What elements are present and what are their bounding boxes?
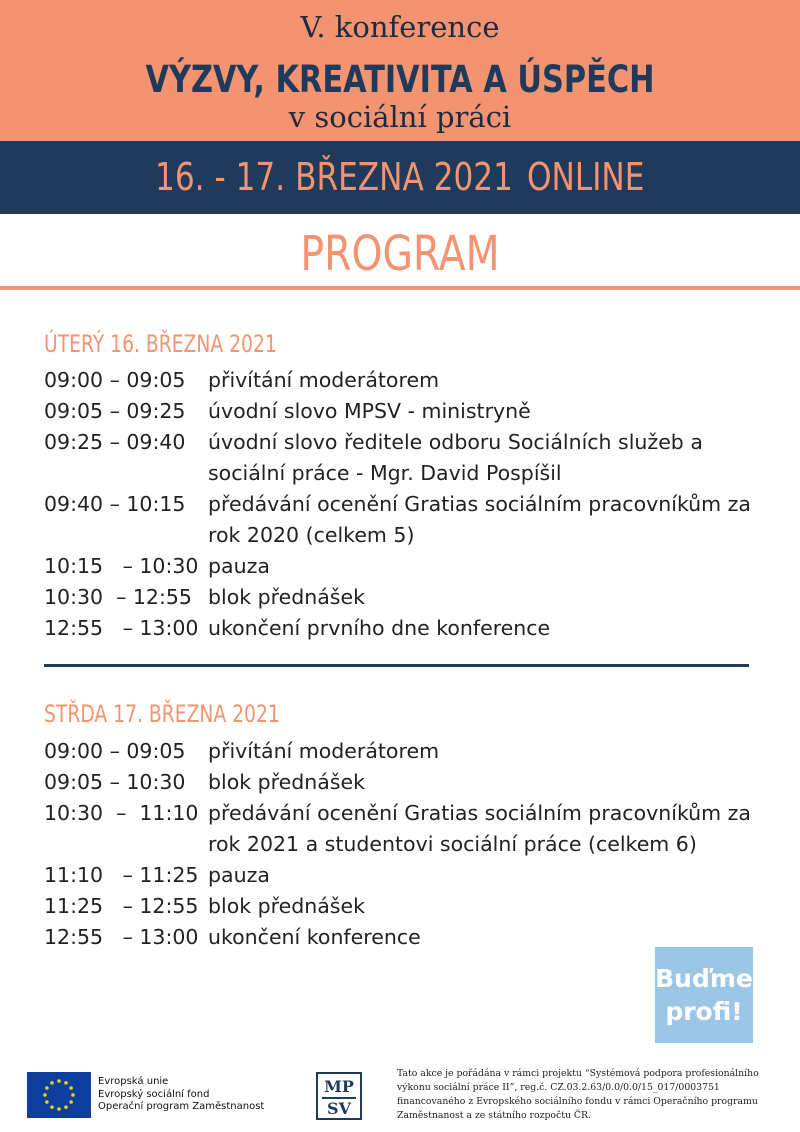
schedule-activity: blok přednášek [208,585,365,609]
eu-star-icon [69,1086,73,1090]
conference-title: VÝZVY, KREATIVITA A ÚSPĚCH [145,58,655,101]
schedule-row [44,396,784,427]
program-heading: PROGRAM [300,226,500,282]
schedule-time: 09:40 – 10:15 [44,492,186,516]
eu-star-icon [64,1081,68,1085]
mpsv-logo-bottom: SV [327,1099,351,1118]
motto-badge [655,947,753,1043]
eu-star-icon [71,1093,75,1097]
schedule-row [44,798,784,860]
mpsv-logo [316,1072,362,1120]
eu-line: Evropský sociální fond [98,1088,210,1100]
schedule-time: 09:00 – 09:05 [44,739,186,763]
eu-flag-icon [27,1072,91,1118]
eu-star-icon [64,1105,68,1109]
day-2-title: STŘDA 17. BŘEZNA 2021 [44,700,280,728]
schedule-row [44,365,784,396]
eu-star-icon [45,1100,49,1104]
schedule-activity: pauza [208,554,270,578]
schedule-time: 10:30 – 11:10 [44,801,199,825]
day-1-schedule [44,365,784,644]
eu-star-icon [45,1086,49,1090]
navy-divider [44,664,749,667]
schedule-activity: předávání ocenění Gratias sociálním pracovníkům za rok 2020 (celkem 5) [208,492,751,547]
schedule-time: 09:05 – 10:30 [44,770,186,794]
schedule-time: 09:05 – 09:25 [44,399,186,423]
schedule-time: 09:00 – 09:05 [44,368,186,392]
schedule-activity: úvodní slovo ředitele odboru Sociálních služeb a sociální práce - Mgr. David Pospíšil [208,430,703,485]
eu-star-icon [57,1107,61,1111]
eu-star-icon [50,1081,54,1085]
day-1-title: ÚTERÝ 16. BŘEZNA 2021 [44,330,277,358]
funding-note: Tato akce je pořádána v rámci projektu “Systémová podpora profesionálního výkonu sociální práce II”, reg.č. CZ.03.2.63/0.0/0.0/15_017/0003751 financovaného z Evropského sociálního fondu v rámci Operačního programu Zaměstnanost a ze státního rozpočtu ČR. [397,1068,759,1121]
schedule-row [44,767,784,798]
schedule-row [44,613,784,644]
conference-format: ONLINE [527,155,645,199]
eu-star-icon [69,1100,73,1104]
schedule-activity: předávání ocenění Gratias sociálním pracovníkům za rok 2021 a studentovi sociální práce (celkem 6) [208,801,751,856]
schedule-time: 10:30 – 12:55 [44,585,192,609]
schedule-time: 09:25 – 09:40 [44,430,186,454]
day-2-schedule [44,736,784,953]
conference-edition: V. konference [300,10,500,44]
schedule-activity: blok přednášek [208,894,365,918]
conference-date: 16. - 17. BŘEZNA 2021 [155,155,513,199]
motto-line: Buďme [655,964,753,993]
schedule-row [44,489,784,551]
eu-star-icon [43,1093,47,1097]
schedule-time: 12:55 – 13:00 [44,616,199,640]
mpsv-logo-top: MP [324,1077,354,1096]
schedule-activity: přivítání moderátorem [208,368,440,392]
schedule-time: 10:15 – 10:30 [44,554,199,578]
schedule-row [44,427,784,489]
schedule-time: 12:55 – 13:00 [44,925,199,949]
schedule-row [44,736,784,767]
eu-program-text [98,1076,264,1114]
eu-star-icon [57,1079,61,1083]
schedule-activity: úvodní slovo MPSV - ministryně [208,399,531,423]
eu-line: Operační program Zaměstnanost [98,1101,265,1112]
orange-divider [0,286,800,290]
schedule-time: 11:10 – 11:25 [44,863,199,887]
schedule-activity: blok přednášek [208,770,365,794]
eu-line: Evropská unie [98,1076,169,1087]
eu-star-icon [50,1105,54,1109]
conference-subtitle: v sociální práci [288,100,512,134]
schedule-row [44,860,784,891]
schedule-row [44,551,784,582]
schedule-activity: pauza [208,863,270,887]
schedule-time: 11:25 – 12:55 [44,894,199,918]
schedule-activity: ukončení prvního dne konference [208,616,551,640]
schedule-row [44,582,784,613]
schedule-activity: ukončení konference [208,925,421,949]
motto-line: profi! [665,997,743,1026]
schedule-row [44,891,784,922]
schedule-activity: přivítání moderátorem [208,739,440,763]
